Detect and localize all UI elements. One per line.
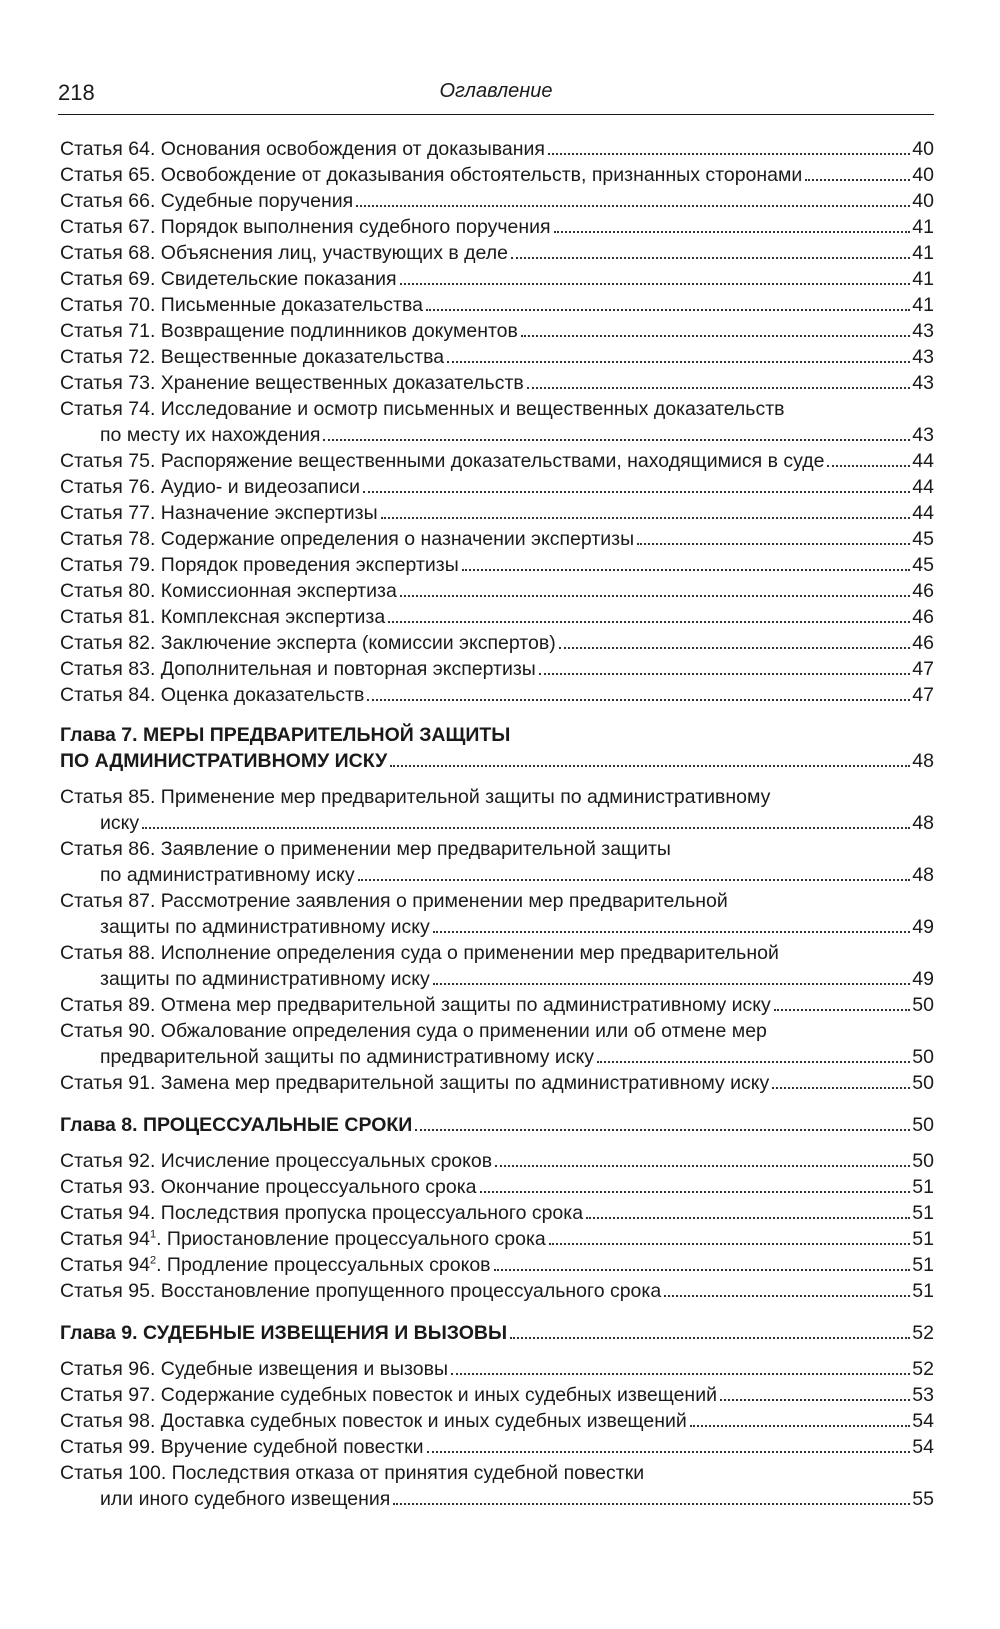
table-of-contents [60, 136, 934, 1512]
toc-entry-93[interactable]: Статья 93. Окончание процессуального срока 51 [60, 1176, 934, 1198]
toc-entry-87[interactable]: Статья 87. Рассмотрение заявления о применении мер предварительной защиты по административному иску 49 [60, 890, 934, 938]
toc-entry-94[interactable]: Статья 94. Последствия пропуска процессуального срока 51 [60, 1202, 934, 1224]
toc-entry-68[interactable]: Статья 68. Объяснения лиц, участвующих в деле 41 [60, 242, 934, 264]
toc-entry-94-2[interactable]: Статья $94^2$. Продление процессуальных сроков 51 [60, 1254, 934, 1276]
toc-entry-92[interactable]: Статья 92. Исчисление процессуальных сроков 50 [60, 1150, 934, 1172]
toc-entry-97[interactable]: Статья 97. Содержание судебных повесток и иных судебных извещений 53 [60, 1384, 934, 1406]
toc-chapter-8[interactable]: Глава 8. ПРОЦЕССУАЛЬНЫЕ СРОКИ 50 [60, 1114, 934, 1136]
toc-entry-84[interactable]: Статья 84. Оценка доказательств 47 [60, 684, 934, 706]
toc-entry-82[interactable]: Статья 82. Заключение эксперта (комиссии экспертов) 46 [60, 632, 934, 654]
toc-entry-91[interactable]: Статья 91. Замена мер предварительной защиты по административному иску 50 [60, 1072, 934, 1094]
page-header [58, 80, 934, 115]
toc-entry-71[interactable]: Статья 71. Возвращение подлинников документов 43 [60, 320, 934, 342]
toc-entry-78[interactable]: Статья 78. Содержание определения о назначении экспертизы 45 [60, 528, 934, 550]
toc-entry-98[interactable]: Статья 98. Доставка судебных повесток и иных судебных извещений 54 [60, 1410, 934, 1432]
toc-entry-70[interactable]: Статья 70. Письменные доказательства 41 [60, 294, 934, 316]
toc-entry-89[interactable]: Статья 89. Отмена мер предварительной защиты по административному иску 50 [60, 994, 934, 1016]
toc-entry-81[interactable]: Статья 81. Комплексная экспертиза 46 [60, 606, 934, 628]
toc-entry-80[interactable]: Статья 80. Комиссионная экспертиза 46 [60, 580, 934, 602]
toc-entry-75[interactable]: Статья 75. Распоряжение вещественными доказательствами, находящимися в суде 44 [60, 450, 934, 472]
toc-entry-96[interactable]: Статья 96. Судебные извещения и вызовы 52 [60, 1358, 934, 1380]
toc-entry-76[interactable]: Статья 76. Аудио- и видеозаписи 44 [60, 476, 934, 498]
toc-entry-83[interactable]: Статья 83. Дополнительная и повторная экспертизы 47 [60, 658, 934, 680]
toc-chapter-7[interactable]: Глава 7. МЕРЫ ПРЕДВАРИТЕЛЬНОЙ ЗАЩИТЫ ПО АДМИНИСТРАТИВНОМУ ИСКУ 48 [60, 724, 934, 772]
toc-entry-100[interactable]: Статья 100. Последствия отказа от принятия судебной повестки или иного судебного извещения 55 [60, 1462, 934, 1510]
toc-entry-74[interactable]: Статья 74. Исследование и осмотр письменных и вещественных доказательств по месту их нахождения 43 [60, 398, 934, 446]
running-title: Оглавление [439, 80, 553, 102]
toc-entry-77[interactable]: Статья 77. Назначение экспертизы 44 [60, 502, 934, 524]
toc-entry-85[interactable]: Статья 85. Применение мер предварительной защиты по административному иску 48 [60, 786, 934, 834]
toc-entry-69[interactable]: Статья 69. Свидетельские показания 41 [60, 268, 934, 290]
toc-entry-95[interactable]: Статья 95. Восстановление пропущенного процессуального срока 51 [60, 1280, 934, 1302]
toc-entry-86[interactable]: Статья 86. Заявление о применении мер предварительной защиты по административному иску 48 [60, 838, 934, 886]
toc-entry-66[interactable]: Статья 66. Судебные поручения 40 [60, 190, 934, 212]
toc-entry-99[interactable]: Статья 99. Вручение судебной повестки 54 [60, 1436, 934, 1458]
toc-entry-94-1[interactable]: Статья $94^1$. Приостановление процессуального срока 51 [60, 1228, 934, 1250]
toc-entry-79[interactable]: Статья 79. Порядок проведения экспертизы 45 [60, 554, 934, 576]
toc-entry-72[interactable]: Статья 72. Вещественные доказательства 43 [60, 346, 934, 368]
page-number: 218 [58, 80, 95, 105]
toc-entry-73[interactable]: Статья 73. Хранение вещественных доказательств 43 [60, 372, 934, 394]
toc-entry-90[interactable]: Статья 90. Обжалование определения суда о применении или об отмене мер предварительной защиты по административному иску 50 [60, 1020, 934, 1068]
toc-entry-64[interactable]: Статья 64. Основания освобождения от доказывания 40 [60, 138, 934, 160]
toc-chapter-9[interactable]: Глава 9. СУДЕБНЫЕ ИЗВЕЩЕНИЯ И ВЫЗОВЫ 52 [60, 1322, 934, 1344]
toc-entry-88[interactable]: Статья 88. Исполнение определения суда о применении мер предварительной защиты по административному иску 49 [60, 942, 934, 990]
toc-entry-67[interactable]: Статья 67. Порядок выполнения судебного поручения 41 [60, 216, 934, 238]
toc-entry-65[interactable]: Статья 65. Освобождение от доказывания обстоятельств, признанных сторонами 40 [60, 164, 934, 186]
